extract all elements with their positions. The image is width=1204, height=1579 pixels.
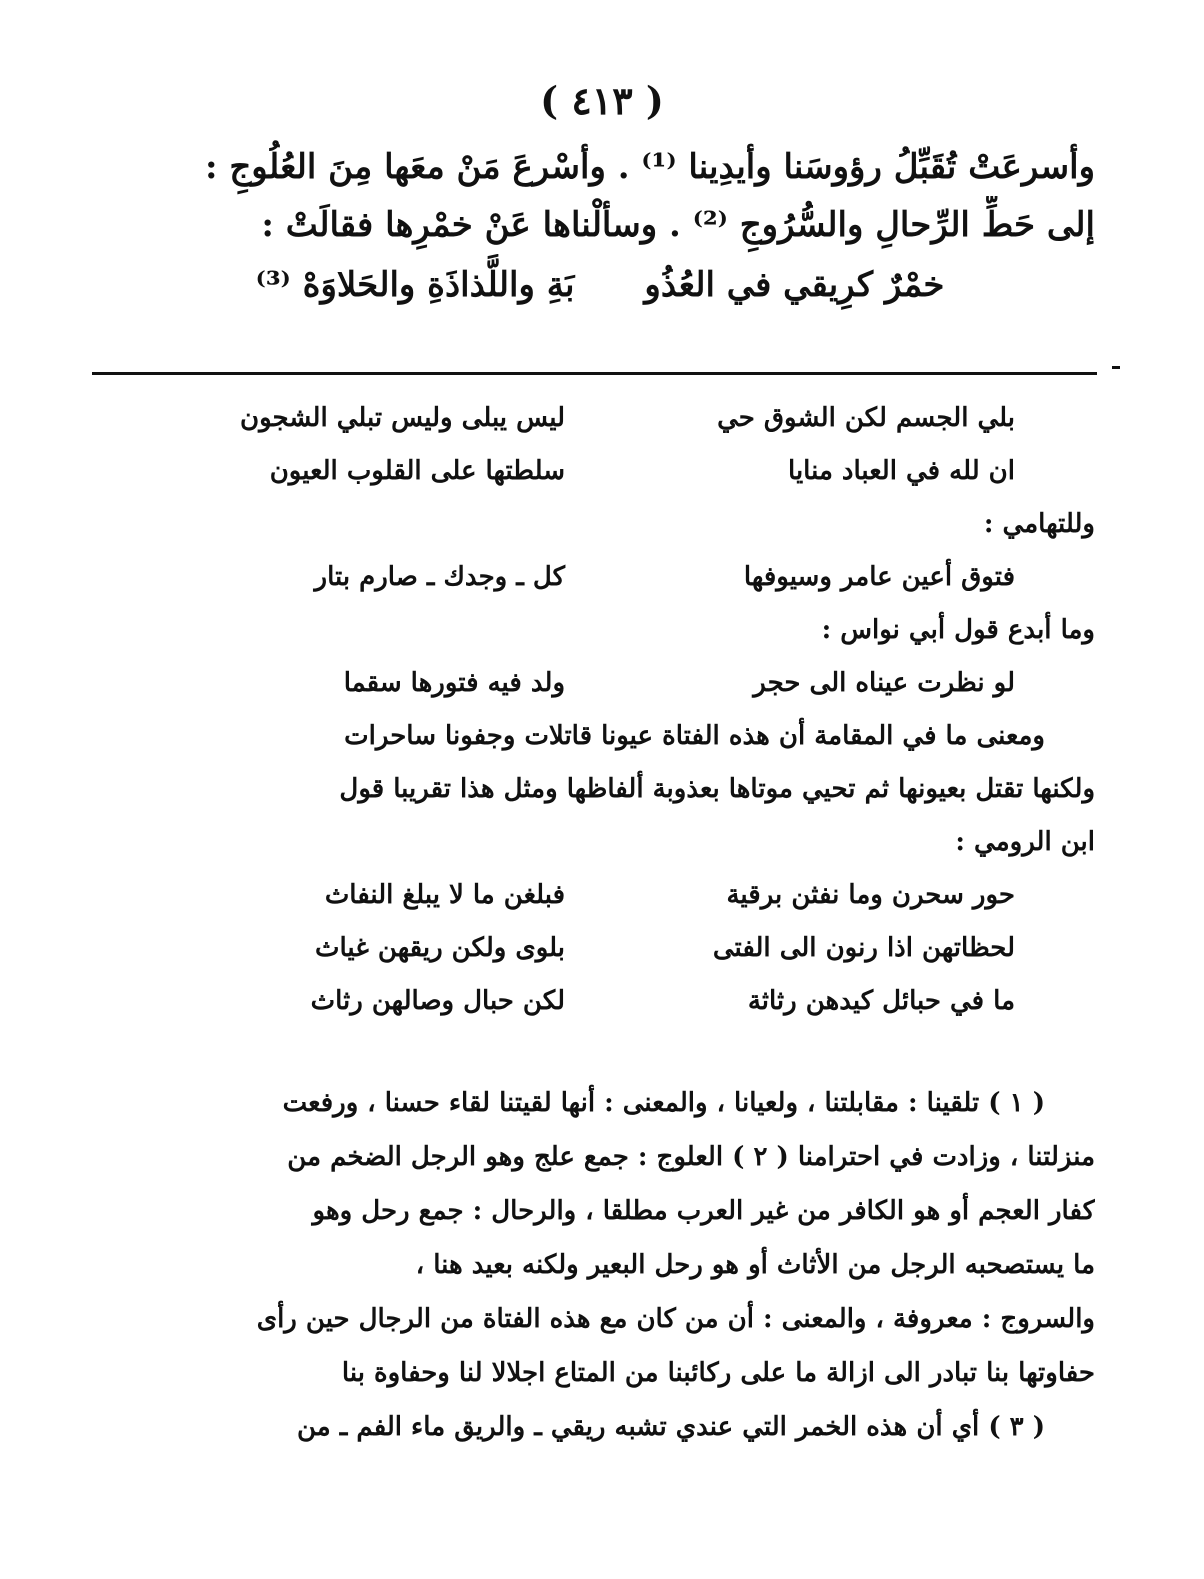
footnote-line: حفاوتها بنا تبادر الى ازالة ما على ركائبنا من المتاع اجلالا لنا وحفاوة بنا	[341, 1358, 1095, 1388]
footnote-line: والسروج : معروفة ، والمعنى : أن من كان مع هذه الفتاة من الرجال حين رأى	[256, 1304, 1095, 1334]
verse-hemistich: لكن حبال وصالهن رثاث	[310, 986, 565, 1016]
footnotes	[105, 1076, 1095, 1454]
verse-hemistich: بلوى ولكن ريقهن غياث	[315, 933, 565, 963]
commentary-verse-1	[105, 392, 1095, 445]
footnote-line: كفار العجم أو هو الكافر من غير العرب مطلقا ، والرحال : جمع رحل وهو	[312, 1196, 1095, 1226]
main-text	[105, 138, 1095, 316]
verse-hemistich: لحظاتهن اذا رنون الى الفتى	[712, 933, 1015, 963]
footnote-line: ( ١ ) تلقينا : مقابلتنا ، ولعيانا ، والمعنى : أنها لقيتنا لقاء حسنا ، ورفعت	[282, 1088, 1045, 1118]
commentary-verse-4	[105, 657, 1095, 710]
intro-tihami: وللتهامي :	[983, 509, 1095, 539]
verse-hemistich: كل ـ وجدك ـ صارم بتار	[314, 562, 565, 592]
commentary-prose-line: ومعنى ما في المقامة أن هذه الفتاة عيونا قاتلات وجفونا ساحرات	[344, 721, 1045, 751]
verse-hemistich: فبلغن ما لا يبلغ النفاث	[324, 880, 565, 910]
verse-hemistich: بلي الجسم لكن الشوق حي	[717, 403, 1015, 433]
verse-hemistich: ما في حبائل كيدهن رثاثة	[747, 986, 1015, 1016]
footnote-line: ( ٣ ) أي أن هذه الخمر التي عندي تشبه ريقي ـ والريق ماء الفم ـ من	[296, 1412, 1045, 1442]
separator-rule	[92, 372, 1097, 375]
commentary-verse-3	[105, 551, 1095, 604]
commentary-verse-6	[105, 922, 1095, 975]
main-verse	[105, 254, 1095, 316]
verse-hemistich: حور سحرن وما نفثن برقية	[726, 880, 1015, 910]
commentary	[105, 392, 1095, 1028]
verse-hemistich: لو نظرت عيناه الى حجر	[753, 668, 1015, 698]
intro-abu-nuwas: وما أبدع قول أبي نواس :	[821, 615, 1095, 645]
commentary-verse-2	[105, 445, 1095, 498]
footnote-line: ما يستصحبه الرجل من الأثاث أو هو رحل البعير ولكنه بعيد هنا ،	[415, 1250, 1095, 1280]
main-verse-first-hemistich: خمْرٌ كرِيقي في العُذُو	[644, 265, 945, 305]
main-verse-second-hemistich: بَةِ واللَّذاذَةِ والحَلاوَهْ ⁽³⁾	[255, 265, 575, 305]
verse-hemistich: ليس يبلى وليس تبلي الشجون	[240, 403, 565, 433]
commentary-verse-5	[105, 869, 1095, 922]
verse-hemistich: ان لله في العباد منايا	[788, 456, 1015, 486]
page-number: ( ٤١٣ )	[540, 78, 664, 123]
verse-hemistich: سلطتها على القلوب العيون	[269, 456, 565, 486]
commentary-prose-line: ولكنها تقتل بعيونها ثم تحيي موتاها بعذوبة ألفاظها ومثل هذا تقريبا قول	[339, 774, 1095, 804]
main-line-2: إلى حَطِّ الرِّحالِ والسُّرُوجِ ⁽²⁾ . وسألْناها عَنْ خمْرِها فقالَتْ :	[261, 205, 1095, 245]
main-line-1: وأسرعَتْ تُقَبِّلُ رؤوسَنا وأيدِينا ⁽¹⁾ . وأسْرعَ مَنْ معَها مِنَ العُلُوجِ :	[204, 147, 1095, 187]
margin-mark	[1112, 366, 1120, 369]
verse-hemistich: ولد فيه فتورها سقما	[343, 668, 565, 698]
commentary-verse-7	[105, 975, 1095, 1028]
verse-hemistich: فتوق أعين عامر وسيوفها	[743, 562, 1015, 592]
footnote-line: منزلتنا ، وزادت في احترامنا ( ٢ ) العلوج : جمع علج وهو الرجل الضخم من	[287, 1142, 1095, 1172]
commentary-prose-line: ابن الرومي :	[955, 827, 1095, 857]
